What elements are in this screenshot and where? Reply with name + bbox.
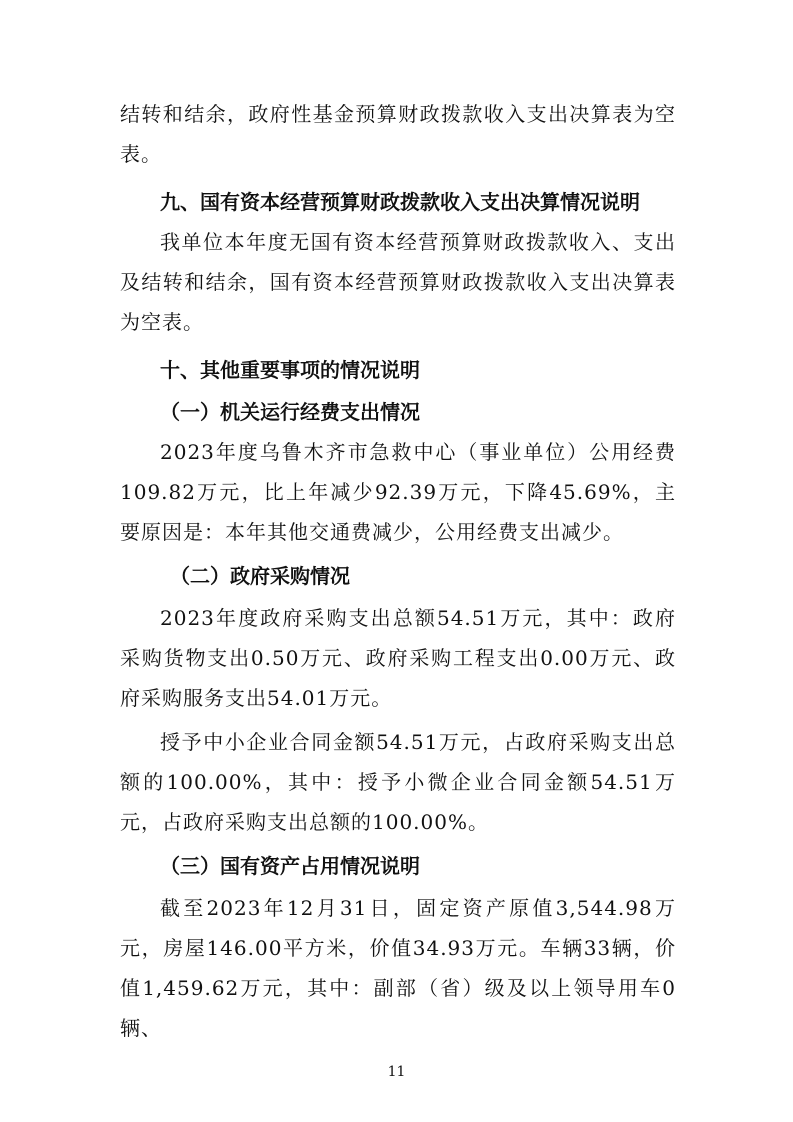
page-number: 11 bbox=[387, 1064, 406, 1080]
paragraph-section-10-1: 2023年度乌鲁木齐市急救中心（事业单位）公用经费109.82万元，比上年减少92.39万元，下降45.69%，主要原因是：本年其他交通费减少，公用经费支出减少。 bbox=[120, 440, 676, 544]
paragraph-gov-fund-tail: 结转和结余，政府性基金预算财政拨款收入支出决算表为空表。 bbox=[120, 102, 676, 166]
heading-section-10-1: （一）机关运行经费支出情况 bbox=[160, 400, 420, 424]
heading-section-10-2: （二）政府采购情况 bbox=[170, 564, 350, 588]
paragraph-section-9: 我单位本年度无国有资本经营预算财政拨款收入、支出及结转和结余，国有资本经营预算财政拨款收入支出决算表为空表。 bbox=[120, 230, 676, 334]
paragraph-section-10-2a: 2023年度政府采购支出总额54.51万元，其中：政府采购货物支出0.50万元、政府采购工程支出0.00万元、政府采购服务支出54.01万元。 bbox=[120, 606, 676, 710]
paragraph-section-10-3: 截至2023年12月31日，固定资产原值3,544.98万元，房屋146.00平方米，价值34.93万元。车辆33辆，价值1,459.62万元，其中：副部（省）级及以上领导用车0辆、 bbox=[120, 896, 676, 1040]
paragraph-section-10-2b: 授予中小企业合同金额54.51万元，占政府采购支出总额的100.00%，其中：授予小微企业合同金额54.51万元，占政府采购支出总额的100.00%。 bbox=[120, 730, 676, 834]
heading-section-10-3: （三）国有资产占用情况说明 bbox=[160, 854, 420, 878]
heading-section-9: 九、国有资本经营预算财政拨款收入支出决算情况说明 bbox=[160, 190, 640, 214]
heading-section-10: 十、其他重要事项的情况说明 bbox=[160, 358, 420, 382]
